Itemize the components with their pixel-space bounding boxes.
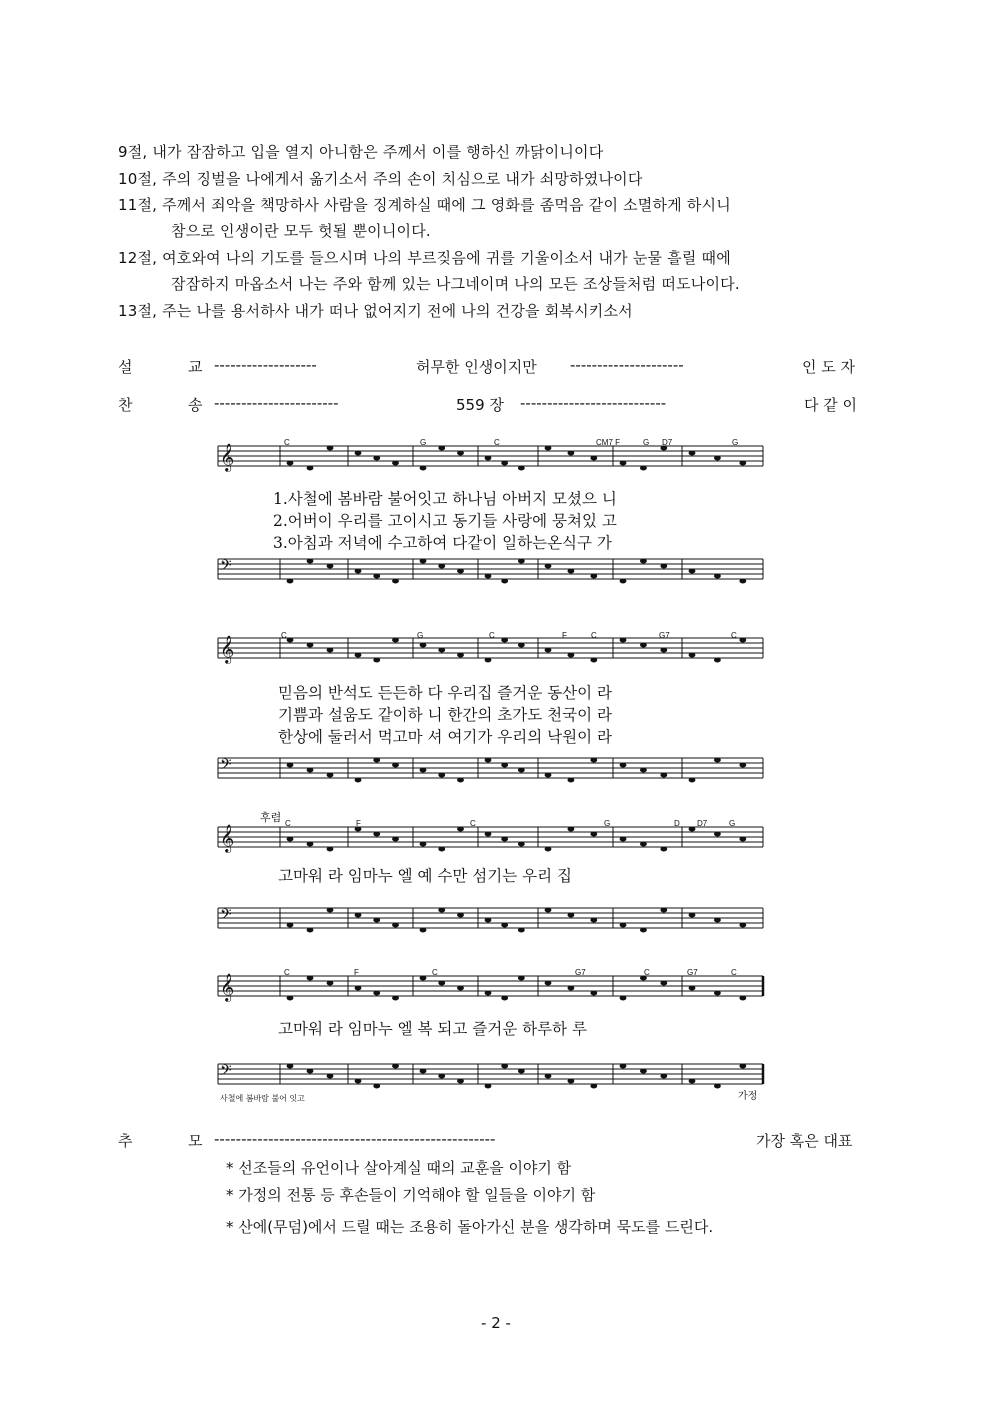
sermon-dashes-right: --------------------- xyxy=(570,356,684,374)
notehead xyxy=(689,569,696,574)
notehead xyxy=(568,569,575,574)
chord: F xyxy=(562,631,567,640)
notehead xyxy=(501,923,508,928)
notehead xyxy=(373,1084,380,1089)
notehead xyxy=(355,778,362,783)
notehead xyxy=(438,773,445,778)
notehead xyxy=(568,451,575,456)
chord: C xyxy=(281,631,287,640)
notehead xyxy=(501,1064,508,1069)
notehead xyxy=(660,847,667,852)
notehead xyxy=(568,827,575,832)
lyric-refrain-2: 고마워 라 임마누 엘 복 되고 즐거운 하루하 루 xyxy=(278,1020,587,1038)
notehead xyxy=(438,908,445,913)
notehead xyxy=(545,648,552,653)
notehead xyxy=(739,1064,746,1069)
sermon-leader: 인 도 자 xyxy=(802,358,856,376)
notehead xyxy=(373,456,380,461)
chord: C xyxy=(644,968,650,977)
verse-11-continued: 참으로 인생이란 모두 헛될 뿐이니이다. xyxy=(171,222,431,240)
notehead xyxy=(327,773,334,778)
memorial-leader: 가장 혹은 대표 xyxy=(756,1132,853,1150)
notehead xyxy=(660,908,667,913)
chord: G xyxy=(420,438,427,447)
notehead xyxy=(590,574,597,579)
memorial-row xyxy=(118,1130,874,1152)
chord: C xyxy=(489,631,495,640)
notehead xyxy=(620,1064,627,1069)
notehead xyxy=(545,847,552,852)
notehead xyxy=(545,446,552,451)
notehead xyxy=(307,768,314,773)
notehead xyxy=(327,446,334,451)
notehead xyxy=(373,832,380,837)
notehead xyxy=(373,658,380,663)
refrain-label: 후렴 xyxy=(260,811,282,824)
notehead xyxy=(392,996,399,1001)
lyric-verse-2: 2.어버이 우리를 고이시고 동기들 사랑에 뭉쳐있 고 xyxy=(273,512,617,530)
note-item: * 산에(무덤)에서 드릴 때는 조용히 돌아가신 분을 생각하며 묵도를 드린다. xyxy=(226,1218,714,1236)
verse-9: 9절, 내가 잠잠하고 입을 열지 아니함은 주께서 이를 행하신 까닭이니이다 xyxy=(118,143,604,161)
notehead xyxy=(457,451,464,456)
notehead xyxy=(640,928,647,933)
notehead xyxy=(739,923,746,928)
notehead xyxy=(501,996,508,1001)
notehead xyxy=(392,923,399,928)
chord: G7 xyxy=(659,631,670,640)
notehead xyxy=(689,986,696,991)
notehead xyxy=(355,569,362,574)
hymn-label-1: 찬 xyxy=(118,396,133,414)
notehead xyxy=(620,763,627,768)
notehead xyxy=(307,559,314,564)
notehead xyxy=(327,564,334,569)
chord: D7 xyxy=(662,438,673,447)
sermon-dashes-left: ------------------- xyxy=(214,356,317,374)
notehead xyxy=(457,1079,464,1084)
notehead xyxy=(660,648,667,653)
verse-11: 11절, 주께서 죄악을 책망하사 사람을 징계하실 때에 그 영화를 좀먹음 같이 소멸하게 하시니 xyxy=(118,196,731,214)
chord: D xyxy=(674,819,680,828)
chord: C xyxy=(470,819,476,828)
notehead xyxy=(373,758,380,763)
notehead xyxy=(739,461,746,466)
notehead xyxy=(620,461,627,466)
notehead xyxy=(739,996,746,1001)
notehead xyxy=(355,653,362,658)
notehead xyxy=(438,446,445,451)
notehead xyxy=(307,976,314,981)
notehead xyxy=(620,837,627,842)
notehead xyxy=(620,579,627,584)
notehead xyxy=(287,763,294,768)
notehead xyxy=(307,842,314,847)
notehead xyxy=(327,648,334,653)
hymn-dashes-left: ----------------------- xyxy=(214,394,339,412)
notehead xyxy=(438,648,445,653)
notehead xyxy=(485,574,492,579)
notehead xyxy=(373,918,380,923)
notehead xyxy=(438,981,445,986)
notehead xyxy=(327,1074,334,1079)
notehead xyxy=(420,928,427,933)
notehead xyxy=(287,996,294,1001)
notehead xyxy=(287,461,294,466)
notehead xyxy=(287,579,294,584)
chord: C xyxy=(432,968,438,977)
chord: G7 xyxy=(687,968,698,977)
chord: C xyxy=(731,631,737,640)
notehead xyxy=(545,773,552,778)
hymn-row xyxy=(118,394,874,416)
notehead xyxy=(590,456,597,461)
chord: D7 xyxy=(697,819,708,828)
lyric-line2-verse-3: 한상에 둘러서 먹고마 셔 여기가 우리의 낙원이 라 xyxy=(278,728,612,746)
chord: G xyxy=(732,438,739,447)
notehead xyxy=(568,986,575,991)
notehead xyxy=(392,1064,399,1069)
notehead xyxy=(518,928,525,933)
notehead xyxy=(392,763,399,768)
notehead xyxy=(438,1074,445,1079)
notehead xyxy=(307,466,314,471)
score-source: 가정 xyxy=(738,1091,758,1102)
notehead xyxy=(518,768,525,773)
notehead xyxy=(568,778,575,783)
notehead xyxy=(545,1074,552,1079)
verse-12-continued: 잠잠하지 마옵소서 나는 주와 함께 있는 나그네이며 나의 모든 조상들처럼 떠도나이다. xyxy=(171,275,740,293)
notehead xyxy=(485,832,492,837)
notehead xyxy=(287,923,294,928)
notehead xyxy=(640,768,647,773)
notehead xyxy=(420,842,427,847)
notehead xyxy=(640,643,647,648)
notehead xyxy=(457,827,464,832)
notehead xyxy=(355,986,362,991)
sermon-row xyxy=(118,356,874,378)
notehead xyxy=(373,574,380,579)
notehead xyxy=(501,763,508,768)
notehead xyxy=(355,913,362,918)
notehead xyxy=(714,456,721,461)
notehead xyxy=(714,832,721,837)
notehead xyxy=(307,928,314,933)
sermon-title: 허무한 인생이지만 xyxy=(416,358,537,376)
notehead xyxy=(438,564,445,569)
notehead xyxy=(457,569,464,574)
chord: C xyxy=(731,968,737,977)
notehead xyxy=(420,466,427,471)
notehead xyxy=(355,1079,362,1084)
note-item: * 가정의 전통 등 후손들이 기억해야 할 일들을 이야기 함 xyxy=(226,1186,596,1204)
hymn-leader: 다 같 이 xyxy=(804,396,858,414)
notehead xyxy=(420,1069,427,1074)
notehead xyxy=(660,1074,667,1079)
memorial-dashes: ---------------------------------------------------- xyxy=(214,1130,496,1148)
notehead xyxy=(501,638,508,643)
notehead xyxy=(420,643,427,648)
notehead xyxy=(501,461,508,466)
notehead xyxy=(501,579,508,584)
hymn-dashes-right: --------------------------- xyxy=(520,394,667,412)
notehead xyxy=(518,466,525,471)
notehead xyxy=(327,847,334,852)
notehead xyxy=(457,778,464,783)
notehead xyxy=(485,1084,492,1089)
notehead xyxy=(689,653,696,658)
notehead xyxy=(420,976,427,981)
notehead xyxy=(392,638,399,643)
notehead xyxy=(739,579,746,584)
notehead xyxy=(568,1079,575,1084)
notehead xyxy=(485,918,492,923)
chord: C xyxy=(284,968,290,977)
notehead xyxy=(660,773,667,778)
clef-glyph: 𝄢 xyxy=(220,756,232,777)
notehead xyxy=(392,579,399,584)
chord: CM7 F xyxy=(596,438,620,447)
chord: C xyxy=(494,438,500,447)
notehead xyxy=(485,456,492,461)
sermon-label-2: 교 xyxy=(188,358,203,376)
notehead xyxy=(660,564,667,569)
notehead xyxy=(485,758,492,763)
notehead xyxy=(714,991,721,996)
notehead xyxy=(689,1079,696,1084)
notehead xyxy=(518,559,525,564)
notehead xyxy=(373,991,380,996)
note-item: * 선조들의 유언이나 살아계실 때의 교훈을 이야기 함 xyxy=(226,1159,572,1177)
notehead xyxy=(287,837,294,842)
clef-glyph: 𝄢 xyxy=(220,906,232,927)
chord: G xyxy=(417,631,424,640)
notehead xyxy=(485,991,492,996)
lyric-line2-verse-2: 기쁨과 설움도 같이하 니 한간의 초가도 천국이 라 xyxy=(278,706,612,724)
memorial-label-2: 모 xyxy=(188,1132,203,1150)
lyric-line2-verse-1: 믿음의 반석도 든든하 다 우리집 즐거운 동산이 라 xyxy=(278,684,612,702)
lyric-refrain-1: 고마워 라 임마누 엘 예 수만 섬기는 우리 집 xyxy=(278,867,572,885)
notehead xyxy=(327,981,334,986)
notehead xyxy=(714,1084,721,1089)
chord: G xyxy=(643,438,650,447)
hymn-score-image xyxy=(210,436,785,1106)
chord: F xyxy=(354,968,359,977)
notehead xyxy=(457,986,464,991)
page-number: - 2 - xyxy=(481,1314,511,1332)
notehead xyxy=(620,638,627,643)
notehead xyxy=(590,991,597,996)
notehead xyxy=(501,837,508,842)
notehead xyxy=(689,913,696,918)
notehead xyxy=(689,451,696,456)
memorial-label-1: 추 xyxy=(118,1132,133,1150)
notehead xyxy=(327,908,334,913)
verse-12: 12절, 여호와여 나의 기도를 들으시며 나의 부르짖음에 귀를 기울이소서 내가 눈물 흘릴 때에 xyxy=(118,249,731,267)
notehead xyxy=(287,1064,294,1069)
notehead xyxy=(568,913,575,918)
chord: C xyxy=(284,438,290,447)
notehead xyxy=(714,758,721,763)
notehead xyxy=(518,1069,525,1074)
notehead xyxy=(640,559,647,564)
notehead xyxy=(714,918,721,923)
notehead xyxy=(714,658,721,663)
notehead xyxy=(590,1084,597,1089)
clef-glyph: 𝄢 xyxy=(220,1062,232,1083)
notehead xyxy=(307,1069,314,1074)
clef-glyph: 𝄞 xyxy=(220,824,235,852)
notehead xyxy=(518,643,525,648)
notehead xyxy=(590,832,597,837)
notehead xyxy=(392,837,399,842)
lyric-verse-3: 3.아침과 저녁에 수고하여 다같이 일하는온식구 가 xyxy=(273,534,612,552)
notehead xyxy=(590,918,597,923)
lyric-verse-1: 1.사철에 봄바람 불어잇고 하나님 아버지 모셨으 니 xyxy=(273,490,617,508)
notehead xyxy=(590,758,597,763)
notehead xyxy=(739,837,746,842)
verse-13: 13절, 주는 나를 용서하사 내가 떠나 없어지기 전에 나의 건강을 회복시키소서 xyxy=(118,302,633,320)
notehead xyxy=(518,976,525,981)
notehead xyxy=(355,451,362,456)
notehead xyxy=(660,981,667,986)
notehead xyxy=(420,559,427,564)
notehead xyxy=(689,827,696,832)
hymn-number: 559 장 xyxy=(456,396,504,414)
notehead xyxy=(568,653,575,658)
notehead xyxy=(689,778,696,783)
chord: G xyxy=(729,819,736,828)
chord: C xyxy=(591,631,597,640)
notehead xyxy=(545,981,552,986)
notehead xyxy=(590,658,597,663)
notehead xyxy=(545,908,552,913)
notehead xyxy=(457,913,464,918)
notehead xyxy=(438,847,445,852)
chord: F xyxy=(356,819,361,828)
clef-glyph: 𝄞 xyxy=(220,443,235,471)
notehead xyxy=(714,574,721,579)
notehead xyxy=(485,658,492,663)
notehead xyxy=(287,638,294,643)
chord: G7 xyxy=(575,968,586,977)
notehead xyxy=(640,1069,647,1074)
notehead xyxy=(640,842,647,847)
notehead xyxy=(739,638,746,643)
chord: C xyxy=(285,819,291,828)
verse-10: 10절, 주의 징벌을 나에게서 옮기소서 주의 손이 치심으로 내가 쇠망하였나이다 xyxy=(118,170,643,188)
clef-glyph: 𝄢 xyxy=(220,557,232,578)
notehead xyxy=(307,643,314,648)
notehead xyxy=(620,923,627,928)
score-caption: 사철에 봄바람 불어 잇고 xyxy=(220,1094,305,1103)
notehead xyxy=(620,996,627,1001)
notehead xyxy=(545,564,552,569)
notehead xyxy=(640,466,647,471)
notehead xyxy=(518,842,525,847)
notehead xyxy=(739,763,746,768)
notehead xyxy=(457,653,464,658)
hymn-label-2: 송 xyxy=(188,396,203,414)
sermon-label-1: 설 xyxy=(118,358,133,376)
notehead xyxy=(392,461,399,466)
clef-glyph: 𝄞 xyxy=(220,973,235,1001)
clef-glyph: 𝄞 xyxy=(220,635,235,663)
notehead xyxy=(420,768,427,773)
chord: G xyxy=(604,819,611,828)
